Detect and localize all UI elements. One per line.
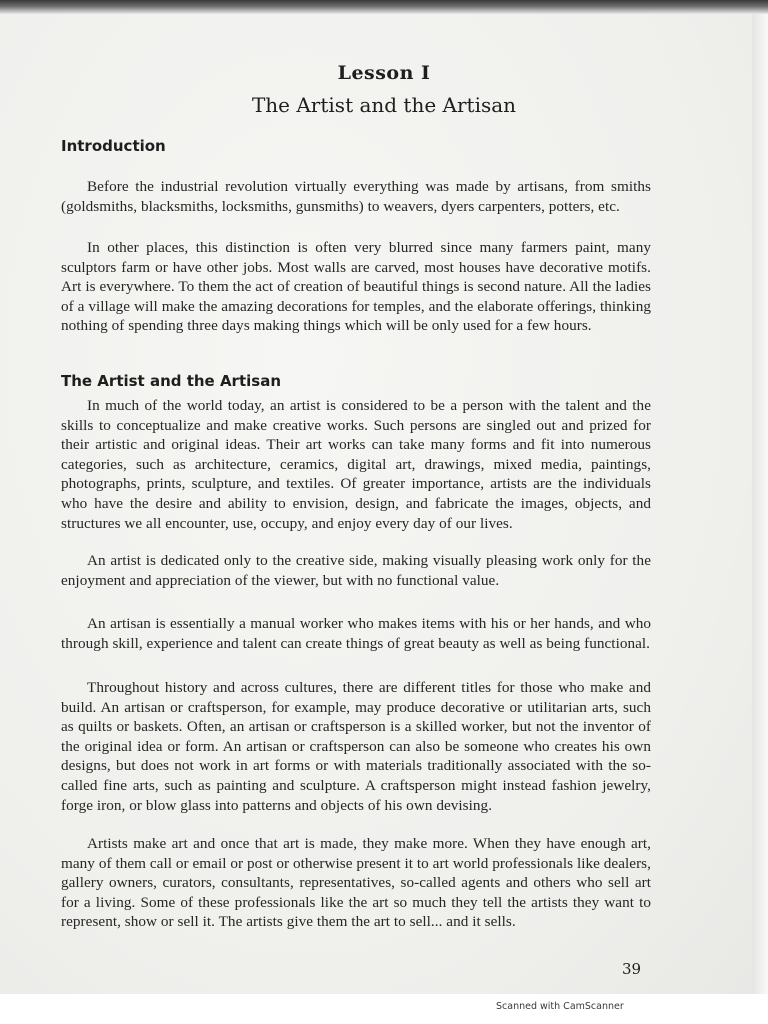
paragraph-artist-2: An artist is dedicated only to the creative side, making visually pleasing work only for the enjoyment and appreciation of the viewer, but with no functional value. <box>61 552 651 589</box>
paragraph-intro-1: Before the industrial revolution virtually everything was made by artisans, from smiths (goldsmiths, blacksmiths, locksmiths, gunsmiths) to weavers, dyers carpenters, potters, etc. <box>61 178 651 215</box>
paragraph-artist-3: An artisan is essentially a manual worker who makes items with his or her hands, and who through skill, experience and talent can create things of great beauty as well as being functional. <box>61 615 651 652</box>
lesson-label: Lesson I <box>337 62 431 84</box>
scan-top-shadow <box>0 0 768 14</box>
section-heading-artist-artisan: The Artist and the Artisan <box>61 372 281 390</box>
lesson-title: The Artist and the Artisan <box>251 93 517 117</box>
section-heading-introduction: Introduction <box>61 137 166 155</box>
page-right-edge <box>752 14 768 994</box>
scan-watermark: Scanned with CamScanner <box>496 1001 624 1012</box>
paragraph-intro-2: In other places, this distinction is often very blurred since many farmers paint, many sculptors farm or have other jobs. Most walls are carved, most houses have decorative motifs. Art is everywhere. To them the act of creation of beautiful things is second nature. All the ladies of a village will make the amazing decorations for temples, and the elaborate offerings, thinking nothing of spending three days making things which will be only used for a few hours. <box>61 239 651 335</box>
page-number: 39 <box>622 960 642 978</box>
paragraph-artist-4: Throughout history and across cultures, there are different titles for those who make and build. An artisan or craftsperson, for example, may produce decorative or utilitarian arts, such as quilts or baskets. Often, an artisan or craftsperson is a skilled worker, but not the inventor of the original idea or form. An artisan or craftsperson can also be someone who creates his own designs, but does not work in art forms or with materials traditionally associated with the so-called fine arts, such as painting and sculpture. A craftsperson might instead fashion jewelry, forge iron, or blow glass into patterns and objects of his own devising. <box>61 679 651 814</box>
paragraph-artist-5: Artists make art and once that art is made, they make more. When they have enough art, many of them call or email or post or otherwise present it to art world professionals like dealers, gallery owners, curators, consultants, representatives, so-called agents and others who sell art for a living. Some of these professionals like the art so much they tell the artists they want to represent, show or sell it. The artists give them the art to sell... and it sells. <box>61 835 651 931</box>
paragraph-artist-1: In much of the world today, an artist is considered to be a person with the talent and the skills to conceptualize and make creative works. Such persons are singled out and prized for their artistic and original ideas. Their art works can take many forms and fit into numerous categories, such as architecture, ceramics, digital art, drawings, mixed media, paintings, photographs, prints, sculpture, and textiles. Of greater importance, artists are the individuals who have the desire and ability to envision, design, and fabricate the images, objects, and structures we all encounter, use, occupy, and enjoy every day of our lives. <box>61 397 651 532</box>
